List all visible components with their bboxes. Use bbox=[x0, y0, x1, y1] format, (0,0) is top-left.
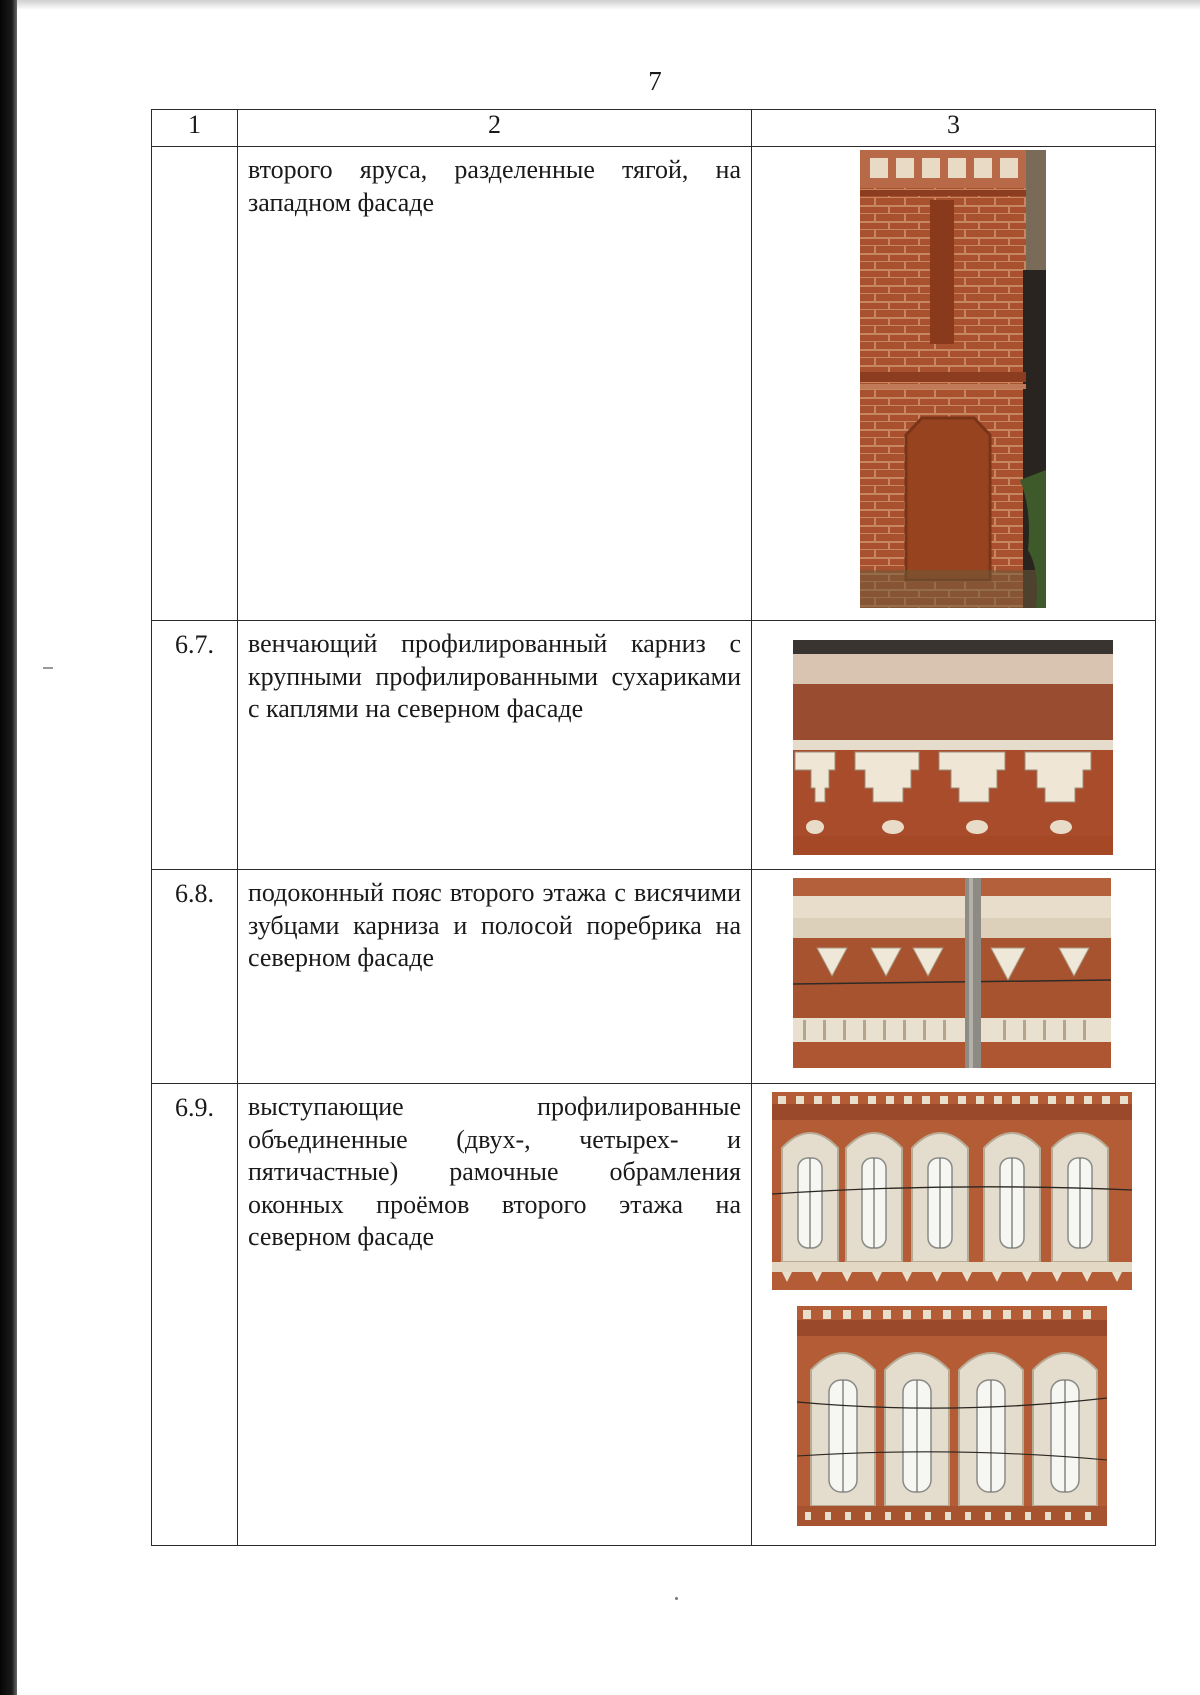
brick-pilaster-photo bbox=[860, 150, 1046, 608]
table-row bbox=[152, 870, 1156, 1084]
table-header-row bbox=[152, 110, 1156, 147]
row-photo-cell bbox=[752, 621, 1156, 870]
table-row bbox=[152, 1084, 1156, 1546]
scan-top-shadow bbox=[17, 0, 1200, 10]
scan-mark bbox=[43, 667, 53, 669]
page-number: 7 bbox=[648, 66, 662, 96]
sill-belt-photo bbox=[793, 878, 1111, 1068]
row-description: венчающий профилированный карниз с крупными профилированными сухариками с каплями на северном фасаде bbox=[238, 621, 752, 870]
window-frames-four-photo bbox=[797, 1306, 1107, 1526]
cornice-dentils-photo bbox=[793, 640, 1113, 855]
row-photo-cell bbox=[752, 147, 1156, 621]
row-number bbox=[152, 147, 238, 621]
header-col-1: 1 bbox=[152, 110, 238, 147]
row-number: 6.9. bbox=[152, 1084, 238, 1546]
header-col-2: 2 bbox=[238, 110, 752, 147]
scan-edge-shadow bbox=[0, 0, 17, 1695]
table-row bbox=[152, 621, 1156, 870]
header-col-3: 3 bbox=[752, 110, 1156, 147]
row-number: 6.8. bbox=[152, 870, 238, 1084]
window-frames-five-photo bbox=[772, 1092, 1132, 1290]
scan-speck bbox=[675, 1597, 678, 1600]
row-description: второго яруса, разделенные тягой, на западном фасаде bbox=[238, 147, 752, 621]
row-photo-cell bbox=[752, 870, 1156, 1084]
row-photo-cell bbox=[752, 1084, 1156, 1546]
row-description: выступающие профилированные объединенные (двух-, четырех- и пятичастные) рамочные обрамления оконных проёмов второго этажа на северном фасаде bbox=[238, 1084, 752, 1546]
row-description: подоконный пояс второго этажа с висячими зубцами карниза и полосой поребрика на северном фасаде bbox=[238, 870, 752, 1084]
table-row bbox=[152, 147, 1156, 621]
row-number: 6.7. bbox=[152, 621, 238, 870]
features-table bbox=[151, 109, 1156, 1546]
